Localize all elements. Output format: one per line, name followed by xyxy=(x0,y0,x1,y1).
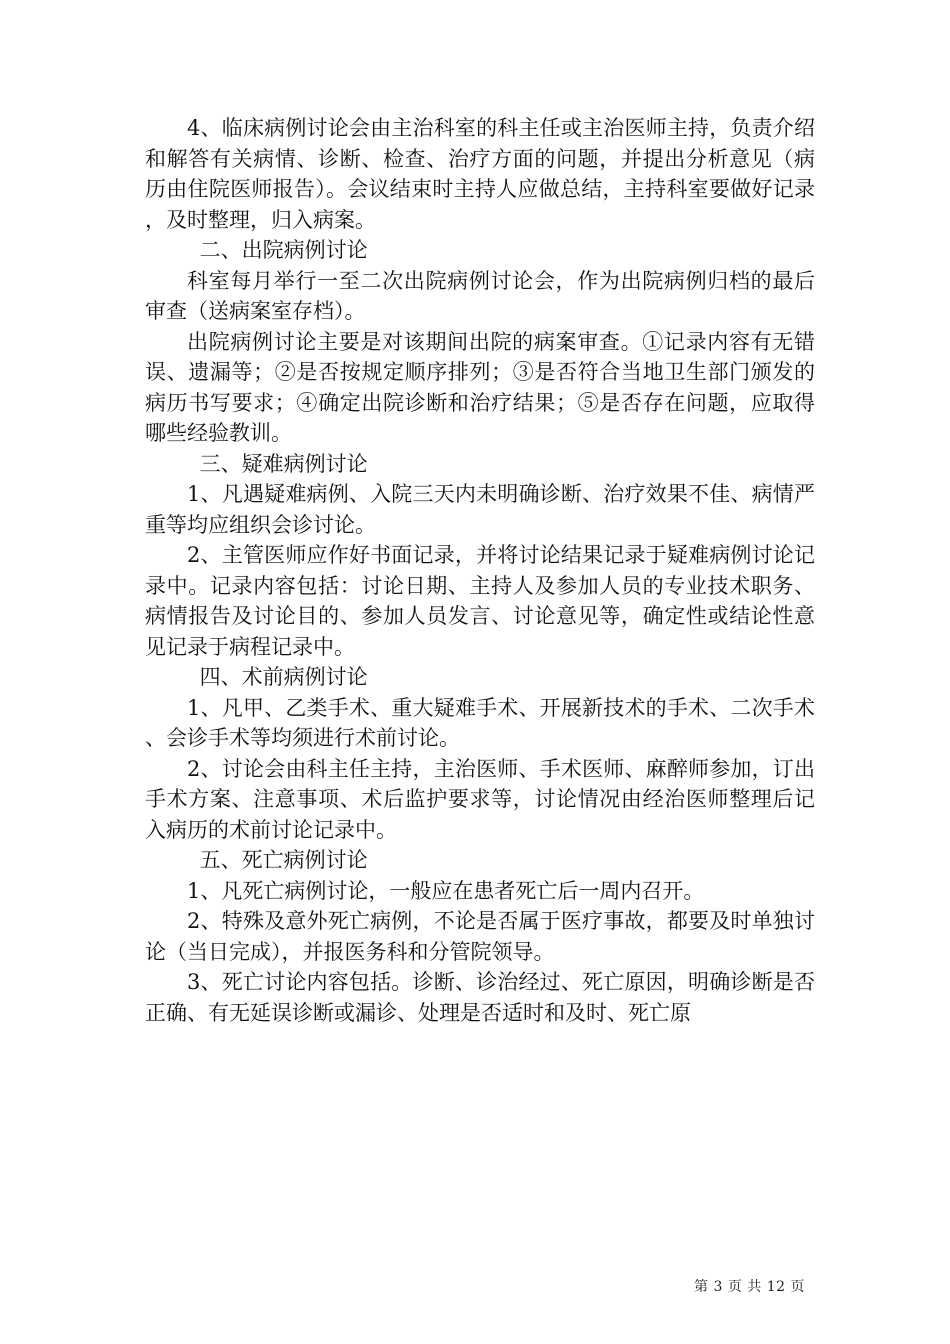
page-number-footer: 第 3 页 共 12 页 xyxy=(694,1279,805,1295)
section-heading-difficult-case-discussion: 三、疑难病例讨论 xyxy=(199,451,368,476)
document-body xyxy=(145,113,815,1028)
paragraph-item-4: 4、临床病例讨论会由主治科室的科主任或主治医师主持，负责介绍和解答有关病情、诊断、检查、治疗方面的问题，并提出分析意见（病历由住院医师报告）。会议结束时主持人应做总结，主持科室要做好记录，及时整理，归入病案。 xyxy=(145,116,815,232)
paragraph-death-item-2: 2、特殊及意外死亡病例，不论是否属于医疗事故，都要及时单独讨论（当日完成），并报医务科和分管院领导。 xyxy=(145,909,815,964)
paragraph-death-item-1: 1、凡死亡病例讨论，一般应在患者死亡后一周内召开。 xyxy=(187,878,705,903)
paragraph-difficult-item-1: 1、凡遇疑难病例、入院三天内未明确诊断、治疗效果不佳、病情严重等均应组织会诊讨论。 xyxy=(145,482,815,537)
paragraph-discharge-review: 出院病例讨论主要是对该期间出院的病案审查。①记录内容有无错误、遗漏等；②是否按规定顺序排列；③是否符合当地卫生部门颁发的病历书写要求；④确定出院诊断和治疗结果；⑤是否存在问题，应取得哪些经验教训。 xyxy=(145,329,815,445)
paragraph-discharge-monthly: 科室每月举行一至二次出院病例讨论会，作为出院病例归档的最后审查（送病案室存档）。 xyxy=(145,268,815,323)
paragraph-preoperative-item-1: 1、凡甲、乙类手术、重大疑难手术、开展新技术的手术、二次手术、会诊手术等均须进行术前讨论。 xyxy=(145,695,815,750)
paragraph-death-item-3: 3、死亡讨论内容包括。诊断、诊治经过、死亡原因，明确诊断是否正确、有无延误诊断或漏诊、处理是否适时和及时、死亡原 xyxy=(145,970,815,1025)
section-heading-death-case-discussion: 五、死亡病例讨论 xyxy=(199,848,368,872)
section-heading-preoperative-discussion: 四、术前病例讨论 xyxy=(199,665,368,689)
section-heading-discharge-case-discussion: 二、出院病例讨论 xyxy=(199,238,368,262)
paragraph-preoperative-item-2: 2、讨论会由科主任主持，主治医师、手术医师、麻醉师参加，订出手术方案、注意事项、术后监护要求等，讨论情况由经治医师整理后记入病历的术前讨论记录中。 xyxy=(145,756,815,842)
paragraph-difficult-item-2: 2、主管医师应作好书面记录，并将讨论结果记录于疑难病例讨论记录中。记录内容包括：讨论日期、主持人及参加人员的专业技术职务、病情报告及讨论目的、参加人员发言、讨论意见等，确定性或结论性意见记录于病程记录中。 xyxy=(145,543,815,659)
